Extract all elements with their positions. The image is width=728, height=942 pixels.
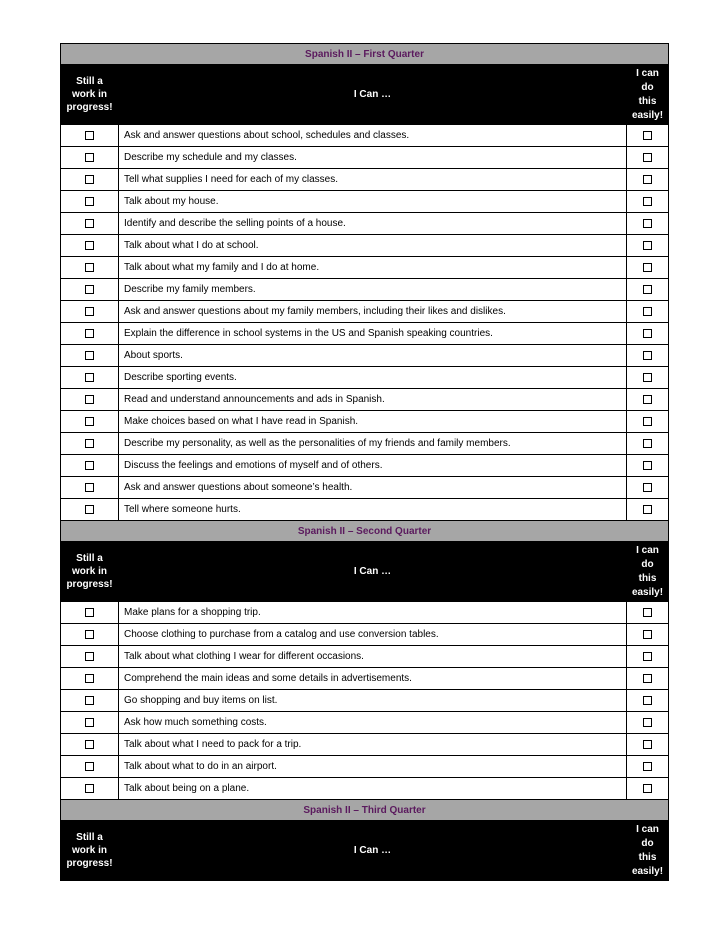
easily-cell [627, 125, 669, 147]
in-progress-checkbox[interactable] [85, 285, 94, 294]
easily-checkbox[interactable] [643, 219, 652, 228]
in-progress-checkbox[interactable] [85, 784, 94, 793]
easily-checkbox[interactable] [643, 652, 652, 661]
in-progress-cell [61, 499, 119, 521]
easily-cell [627, 191, 669, 213]
checklist-row [61, 433, 669, 455]
in-progress-checkbox[interactable] [85, 505, 94, 514]
can-do-statement: Talk about what I need to pack for a trip. [119, 734, 627, 756]
in-progress-cell [61, 668, 119, 690]
easily-checkbox[interactable] [643, 718, 652, 727]
in-progress-checkbox[interactable] [85, 373, 94, 382]
checklist-row [61, 279, 669, 301]
easily-cell [627, 323, 669, 345]
checklist-row [61, 455, 669, 477]
in-progress-cell [61, 778, 119, 800]
header-line: work in [71, 845, 107, 856]
can-do-statement: Identify and describe the selling points of a house. [119, 213, 627, 235]
can-do-statement: Explain the difference in school systems in the US and Spanish speaking countries. [119, 323, 627, 345]
can-do-statement: Read and understand announcements and ads in Spanish. [119, 389, 627, 411]
in-progress-cell [61, 646, 119, 668]
checklist-row [61, 235, 669, 257]
checklist-row [61, 690, 669, 712]
in-progress-checkbox[interactable] [85, 329, 94, 338]
easily-cell [627, 734, 669, 756]
column-header-in-progress [61, 542, 119, 602]
easily-checkbox[interactable] [643, 608, 652, 617]
easily-checkbox[interactable] [643, 674, 652, 683]
checklist-row [61, 125, 669, 147]
in-progress-checkbox[interactable] [85, 153, 94, 162]
can-do-statement: Describe my schedule and my classes. [119, 147, 627, 169]
easily-checkbox[interactable] [643, 740, 652, 749]
in-progress-cell [61, 624, 119, 646]
in-progress-cell [61, 301, 119, 323]
quarter-title-row [61, 44, 669, 65]
easily-cell [627, 301, 669, 323]
easily-checkbox[interactable] [643, 263, 652, 272]
easily-checkbox[interactable] [643, 483, 652, 492]
can-do-statement: Make choices based on what I have read in Spanish. [119, 411, 627, 433]
easily-cell [627, 712, 669, 734]
checklist-row [61, 477, 669, 499]
header-line: do [641, 558, 654, 570]
header-line: Still a [76, 832, 103, 843]
in-progress-cell [61, 345, 119, 367]
checklist-row [61, 191, 669, 213]
can-do-statement: Talk about being on a plane. [119, 778, 627, 800]
header-line: do [641, 81, 654, 93]
easily-cell [627, 345, 669, 367]
can-do-statement: Describe my personality, as well as the personalities of my friends and family members. [119, 433, 627, 455]
header-line: easily! [631, 865, 664, 877]
in-progress-cell [61, 602, 119, 624]
column-header-i-can: I Can … [119, 542, 627, 602]
can-do-statement: Tell what supplies I need for each of my classes. [119, 169, 627, 191]
column-header-row [61, 542, 669, 602]
in-progress-checkbox[interactable] [85, 483, 94, 492]
in-progress-cell [61, 213, 119, 235]
checklist-row [61, 345, 669, 367]
can-do-statement: Talk about what I do at school. [119, 235, 627, 257]
checklist-row [61, 213, 669, 235]
column-header-easily [627, 821, 669, 881]
easily-cell [627, 499, 669, 521]
in-progress-cell [61, 169, 119, 191]
checklist-row [61, 323, 669, 345]
in-progress-checkbox[interactable] [85, 417, 94, 426]
in-progress-checkbox[interactable] [85, 439, 94, 448]
can-do-statement: Describe my family members. [119, 279, 627, 301]
easily-checkbox[interactable] [643, 630, 652, 639]
in-progress-checkbox[interactable] [85, 307, 94, 316]
in-progress-checkbox[interactable] [85, 718, 94, 727]
can-do-checklist [60, 43, 669, 881]
easily-checkbox[interactable] [643, 153, 652, 162]
in-progress-checkbox[interactable] [85, 197, 94, 206]
easily-cell [627, 411, 669, 433]
column-header-row [61, 65, 669, 125]
header-line: do [641, 837, 654, 849]
quarter-title: Spanish II – Second Quarter [61, 521, 669, 542]
checklist-row [61, 778, 669, 800]
easily-checkbox[interactable] [643, 373, 652, 382]
can-do-statement: About sports. [119, 345, 627, 367]
easily-cell [627, 756, 669, 778]
in-progress-cell [61, 235, 119, 257]
in-progress-checkbox[interactable] [85, 461, 94, 470]
can-do-statement: Tell where someone hurts. [119, 499, 627, 521]
in-progress-checkbox[interactable] [85, 652, 94, 661]
in-progress-checkbox[interactable] [85, 263, 94, 272]
can-do-statement: Ask how much something costs. [119, 712, 627, 734]
can-do-statement: Talk about my house. [119, 191, 627, 213]
checklist-row [61, 734, 669, 756]
easily-checkbox[interactable] [643, 439, 652, 448]
easily-cell [627, 169, 669, 191]
in-progress-cell [61, 756, 119, 778]
header-line: I can [636, 67, 659, 79]
header-line: Still a [76, 76, 103, 87]
easily-cell [627, 147, 669, 169]
column-header-row [61, 821, 669, 881]
checklist-row [61, 499, 669, 521]
in-progress-cell [61, 389, 119, 411]
header-line: I can [636, 823, 659, 835]
column-header-in-progress [61, 65, 119, 125]
in-progress-cell [61, 279, 119, 301]
header-line: work in [71, 566, 107, 577]
easily-cell [627, 646, 669, 668]
header-line: Still a [76, 553, 103, 564]
column-header-easily [627, 542, 669, 602]
can-do-statement: Ask and answer questions about someone’s health. [119, 477, 627, 499]
easily-checkbox[interactable] [643, 417, 652, 426]
in-progress-checkbox[interactable] [85, 696, 94, 705]
in-progress-cell [61, 411, 119, 433]
can-do-statement: Describe sporting events. [119, 367, 627, 389]
header-line: this [638, 572, 657, 584]
header-line: this [638, 851, 657, 863]
can-do-statement: Talk about what my family and I do at home. [119, 257, 627, 279]
column-header-easily [627, 65, 669, 125]
easily-checkbox[interactable] [643, 351, 652, 360]
in-progress-cell [61, 191, 119, 213]
in-progress-cell [61, 257, 119, 279]
header-line: progress! [66, 579, 113, 590]
easily-checkbox[interactable] [643, 696, 652, 705]
easily-cell [627, 477, 669, 499]
in-progress-cell [61, 433, 119, 455]
checklist-row [61, 169, 669, 191]
in-progress-cell [61, 712, 119, 734]
header-line: this [638, 95, 657, 107]
easily-checkbox[interactable] [643, 461, 652, 470]
easily-cell [627, 778, 669, 800]
in-progress-checkbox[interactable] [85, 674, 94, 683]
easily-cell [627, 624, 669, 646]
easily-cell [627, 433, 669, 455]
in-progress-checkbox[interactable] [85, 175, 94, 184]
easily-checkbox[interactable] [643, 285, 652, 294]
easily-checkbox[interactable] [643, 329, 652, 338]
in-progress-checkbox[interactable] [85, 351, 94, 360]
header-line: I can [636, 544, 659, 556]
column-header-in-progress [61, 821, 119, 881]
can-do-statement: Go shopping and buy items on list. [119, 690, 627, 712]
easily-checkbox[interactable] [643, 175, 652, 184]
checklist-row [61, 301, 669, 323]
can-do-statement: Talk about what clothing I wear for different occasions. [119, 646, 627, 668]
checklist-row [61, 668, 669, 690]
in-progress-checkbox[interactable] [85, 608, 94, 617]
easily-checkbox[interactable] [643, 241, 652, 250]
can-do-statement: Make plans for a shopping trip. [119, 602, 627, 624]
in-progress-checkbox[interactable] [85, 131, 94, 140]
quarter-title: Spanish II – Third Quarter [61, 800, 669, 821]
easily-checkbox[interactable] [643, 307, 652, 316]
in-progress-checkbox[interactable] [85, 219, 94, 228]
checklist-row [61, 624, 669, 646]
easily-cell [627, 213, 669, 235]
quarter-title-row [61, 800, 669, 821]
easily-cell [627, 389, 669, 411]
column-header-i-can: I Can … [119, 65, 627, 125]
easily-checkbox[interactable] [643, 197, 652, 206]
checklist-row [61, 367, 669, 389]
easily-checkbox[interactable] [643, 131, 652, 140]
can-do-statement: Talk about what to do in an airport. [119, 756, 627, 778]
checklist-row [61, 646, 669, 668]
checklist-row [61, 756, 669, 778]
in-progress-cell [61, 477, 119, 499]
checklist-row [61, 712, 669, 734]
easily-checkbox[interactable] [643, 395, 652, 404]
easily-checkbox[interactable] [643, 762, 652, 771]
easily-checkbox[interactable] [643, 505, 652, 514]
column-header-i-can: I Can … [119, 821, 627, 881]
easily-cell [627, 367, 669, 389]
in-progress-cell [61, 125, 119, 147]
in-progress-cell [61, 147, 119, 169]
in-progress-cell [61, 323, 119, 345]
easily-checkbox[interactable] [643, 784, 652, 793]
can-do-statement: Choose clothing to purchase from a catalog and use conversion tables. [119, 624, 627, 646]
header-line: progress! [66, 858, 113, 869]
easily-cell [627, 257, 669, 279]
in-progress-cell [61, 690, 119, 712]
can-do-statement: Comprehend the main ideas and some details in advertisements. [119, 668, 627, 690]
can-do-statement: Ask and answer questions about school, schedules and classes. [119, 125, 627, 147]
header-line: progress! [66, 102, 113, 113]
in-progress-checkbox[interactable] [85, 740, 94, 749]
quarter-title-row [61, 521, 669, 542]
in-progress-checkbox[interactable] [85, 762, 94, 771]
checklist-row [61, 147, 669, 169]
easily-cell [627, 668, 669, 690]
can-do-statement: Discuss the feelings and emotions of myself and of others. [119, 455, 627, 477]
in-progress-checkbox[interactable] [85, 395, 94, 404]
checklist-row [61, 602, 669, 624]
checklist-row [61, 411, 669, 433]
header-line: easily! [631, 586, 664, 598]
easily-cell [627, 455, 669, 477]
easily-cell [627, 279, 669, 301]
easily-cell [627, 690, 669, 712]
easily-cell [627, 235, 669, 257]
in-progress-checkbox[interactable] [85, 630, 94, 639]
in-progress-cell [61, 367, 119, 389]
in-progress-cell [61, 455, 119, 477]
checklist-row [61, 389, 669, 411]
can-do-statement: Ask and answer questions about my family members, including their likes and dislikes. [119, 301, 627, 323]
in-progress-checkbox[interactable] [85, 241, 94, 250]
checklist-row [61, 257, 669, 279]
quarter-title: Spanish II – First Quarter [61, 44, 669, 65]
header-line: easily! [631, 109, 664, 121]
header-line: work in [71, 89, 107, 100]
in-progress-cell [61, 734, 119, 756]
easily-cell [627, 602, 669, 624]
